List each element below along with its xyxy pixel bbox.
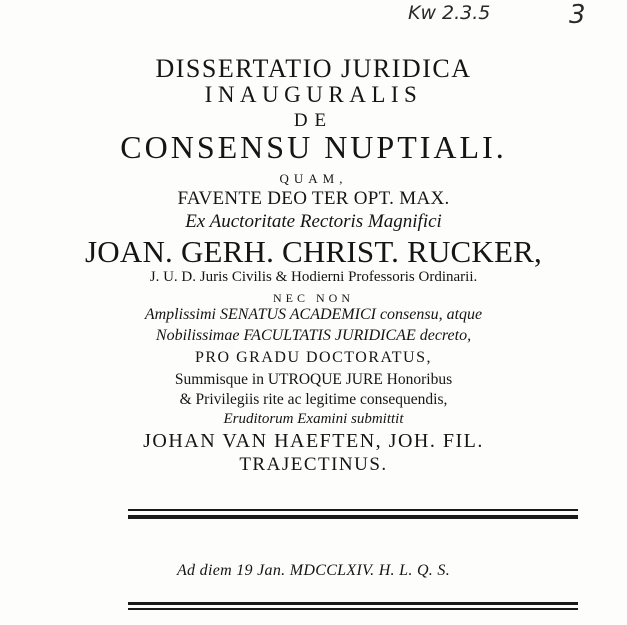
rector-title: J. U. D. Juris Civilis & Hodierni Professoris Ordinarii. — [149, 269, 478, 285]
title-line-4: CONSENSU NUPTIALI. — [120, 129, 507, 165]
title-line-1: DISSERTATIO JURIDICA — [155, 54, 472, 83]
nec-non-line: NEC NON — [273, 291, 354, 305]
senatus-line: Amplissimi SENATUS ACADEMICI consensu, atque — [144, 306, 483, 323]
author-line: JOHAN VAN HAEFTEN, JOH. FIL. — [143, 430, 484, 452]
summisque-line: Summisque in UTROQUE JURE Honoribus — [174, 371, 453, 388]
title-line-3: DE — [293, 110, 334, 131]
place-line: TRAJECTINUS. — [239, 454, 388, 475]
catalogue-mark: Kw 2.3.5 — [408, 2, 491, 24]
pro-gradu-line: PRO GRADU DOCTORATUS, — [194, 349, 432, 366]
bottom-rule-thin — [128, 608, 578, 610]
catalogue-number: 3 — [569, 0, 586, 30]
auctoritate-line: Ex Auctoritate Rectoris Magnifici — [185, 211, 442, 232]
favente-line: FAVENTE DEO TER OPT. MAX. — [177, 188, 450, 209]
eruditorum-line: Eruditorum Examini submittit — [223, 411, 404, 427]
top-rule-thin — [128, 509, 578, 511]
privilegiis-line: & Privilegiis rite ac legitime consequendis, — [179, 391, 448, 408]
facultatis-line: Nobilissimae FACULTATIS JURIDICAE decreto, — [155, 327, 472, 344]
top-rule-thick — [128, 515, 578, 519]
rector-name: JOAN. GERH. CHRIST. RUCKER, — [85, 234, 542, 269]
date-line: Ad diem 19 Jan. MDCCLXIV. H. L. Q. S. — [176, 562, 451, 579]
bottom-rule-thick — [128, 602, 578, 605]
title-line-2: INAUGURALIS — [204, 82, 423, 107]
quam-line: QUAM, — [279, 171, 348, 186]
